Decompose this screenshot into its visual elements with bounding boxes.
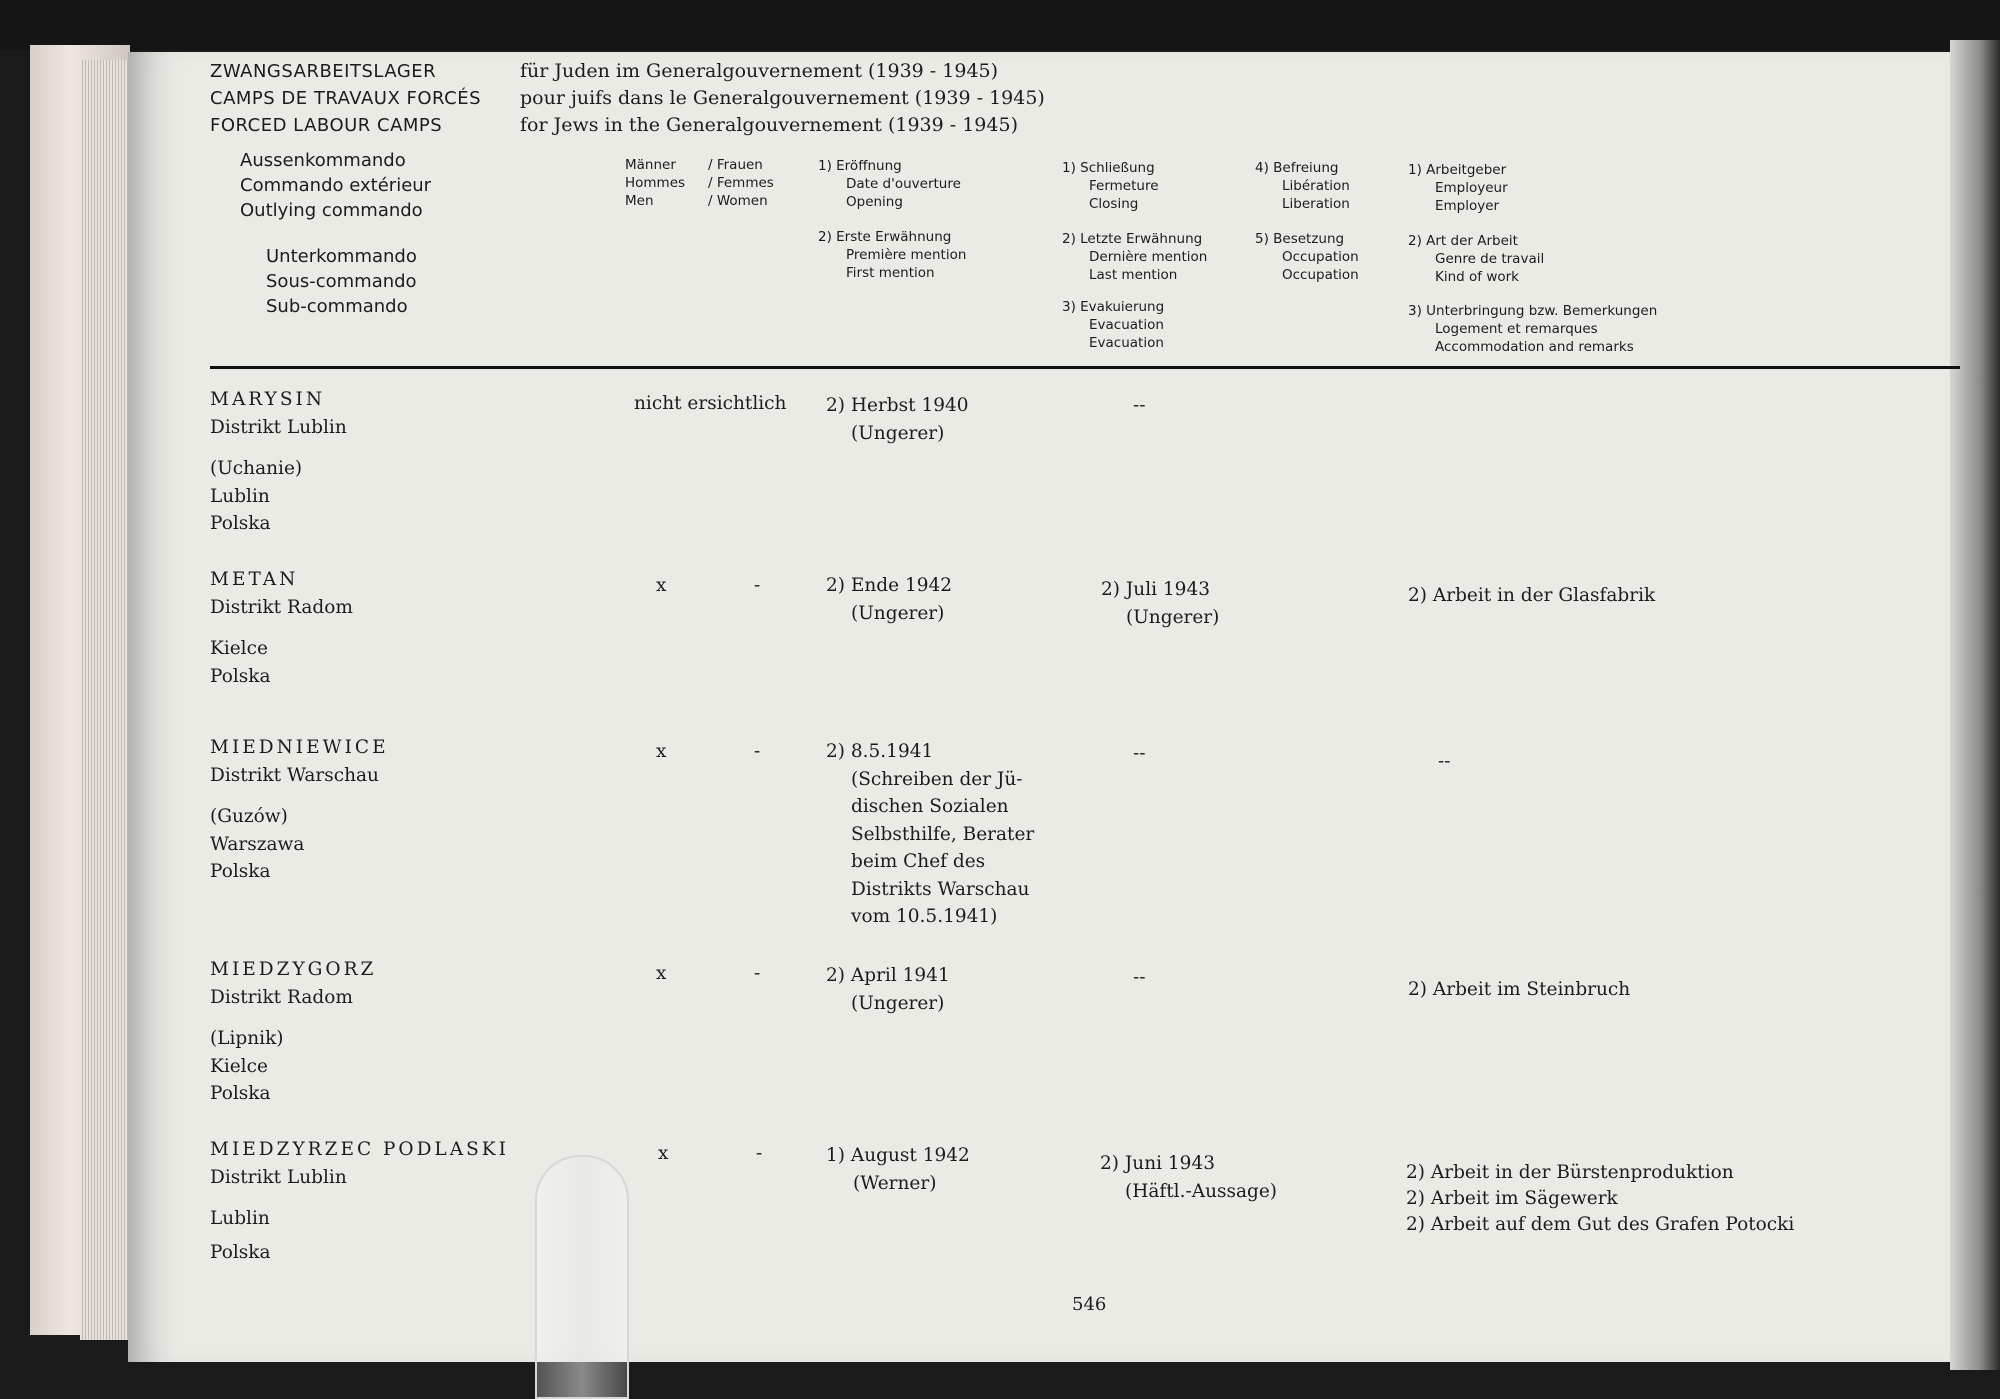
opening-line: vom 10.5.1941) (851, 906, 998, 927)
col-first-fr: Première mention (846, 247, 967, 263)
col-sex-a-de: Männer (625, 157, 676, 173)
closing-line: (Ungerer) (1126, 606, 1220, 628)
camp-location: Polska (210, 1083, 271, 1104)
opening-cell (826, 962, 950, 1017)
col-commando (240, 148, 431, 223)
remarks-line: 2) Arbeit im Sägewerk (1406, 1188, 1618, 1209)
entry-name-block (210, 956, 376, 1108)
remarks-cell: 2) Arbeit im Steinbruch (1408, 979, 1631, 1000)
opening-line: 1) August 1942 (826, 1145, 970, 1166)
page-gutter-shadow (1950, 40, 2000, 1370)
remarks-cell: -- (1438, 751, 1451, 772)
col-evac-de: 3) Evakuierung (1062, 299, 1165, 315)
subtitle-fr: pour juifs dans le Generalgouvernement (1939 - 1945) (520, 87, 1045, 109)
opening-line: dischen Sozialen (851, 796, 1009, 817)
camp-name: MIEDNIEWICE (210, 737, 389, 758)
camp-location: Kielce (210, 638, 268, 659)
col-last-fr: Dernière mention (1089, 249, 1208, 265)
men-mark: x (658, 1143, 669, 1164)
closing-line: 2) Juli 1943 (1101, 579, 1210, 600)
col-opening-de: 1) Eröffnung (818, 158, 902, 174)
opening-line: Distrikts Warschau (851, 878, 1030, 900)
col-closing-de: 1) Schließung (1062, 160, 1155, 176)
col-kind-of-work (1408, 232, 1544, 286)
camp-location: (Lipnik) (210, 1028, 284, 1049)
camp-location: Lublin (210, 485, 270, 507)
col-liberation (1255, 159, 1350, 213)
col-first-en: First mention (846, 265, 935, 281)
col-subcommando-fr: Sous-commando (266, 271, 417, 292)
opening-line: 2) Herbst 1940 (826, 395, 969, 416)
col-sex-a (625, 156, 685, 210)
col-subcommando (266, 244, 417, 319)
camp-district: Distrikt Lublin (210, 1166, 347, 1188)
closing-cell (1100, 1150, 1277, 1205)
opening-line: (Ungerer) (851, 992, 945, 1014)
col-opening-en: Opening (846, 194, 903, 210)
closing-cell: -- (1133, 967, 1146, 988)
col-occ-fr: Occupation (1282, 249, 1359, 265)
col-accom-en: Accommodation and remarks (1435, 339, 1634, 355)
page-number: 546 (1072, 1294, 1107, 1315)
opening-line: 2) Ende 1942 (826, 575, 953, 596)
title-block (210, 58, 481, 139)
opening-cell (826, 1142, 970, 1197)
col-last-en: Last mention (1089, 267, 1178, 283)
camp-district: Distrikt Lublin (210, 416, 347, 438)
camp-name: METAN (210, 569, 299, 590)
opening-line: beim Chef des (851, 851, 986, 872)
men-mark: x (656, 741, 667, 762)
col-sex-b-en: / Women (708, 193, 768, 209)
title-en: FORCED LABOUR CAMPS (210, 115, 443, 136)
col-employer-de: 1) Arbeitgeber (1408, 162, 1507, 178)
men-women-value: nicht ersichtlich (634, 393, 787, 414)
camp-location: Polska (210, 665, 271, 687)
subtitle-en: for Jews in the Generalgouvernement (1939 - 1945) (520, 114, 1018, 136)
camp-location: Kielce (210, 1055, 268, 1077)
col-accom-fr: Logement et remarques (1435, 321, 1598, 337)
col-occ-de: 5) Besetzung (1255, 231, 1345, 247)
women-mark: - (756, 1143, 763, 1164)
closing-line: 2) Juni 1943 (1100, 1153, 1215, 1174)
camp-district: Distrikt Radom (210, 986, 353, 1008)
col-sex-b (708, 156, 774, 210)
col-work-de: 2) Art der Arbeit (1408, 233, 1518, 249)
col-last-de: 2) Letzte Erwähnung (1062, 231, 1203, 247)
men-mark: x (656, 963, 667, 984)
col-subcommando-de: Unterkommando (266, 246, 417, 267)
col-lib-en: Liberation (1282, 196, 1350, 212)
remarks-cell: 2) Arbeit in der Glasfabrik (1408, 585, 1656, 606)
closing-cell (1101, 576, 1219, 631)
col-accommodation (1408, 302, 1657, 356)
col-lib-fr: Libération (1282, 178, 1350, 194)
opening-line: (Ungerer) (851, 422, 945, 444)
col-occupation (1255, 230, 1359, 284)
col-employer-fr: Employeur (1435, 180, 1508, 196)
col-evacuation (1062, 298, 1164, 352)
opening-cell (826, 738, 1034, 931)
camp-name: MARYSIN (210, 389, 326, 410)
remarks-line: 2) Arbeit auf dem Gut des Grafen Potocki (1406, 1214, 1795, 1235)
entry-name-block (210, 566, 353, 690)
col-work-en: Kind of work (1435, 269, 1519, 285)
col-subcommando-en: Sub-commando (266, 296, 408, 317)
col-opening (818, 157, 961, 211)
col-accom-de: 3) Unterbringung bzw. Bemerkungen (1408, 303, 1658, 319)
camp-location: Polska (210, 861, 271, 882)
finger-holding-page (535, 1155, 629, 1399)
camp-location: Polska (210, 1241, 271, 1263)
opening-line: 2) 8.5.1941 (826, 741, 934, 762)
women-mark: - (754, 741, 761, 762)
col-evac-en: Evacuation (1089, 335, 1164, 351)
camp-location: Polska (210, 513, 271, 534)
women-mark: - (754, 963, 761, 984)
col-sex-b-de: / Frauen (708, 157, 763, 173)
camp-location: Warszawa (210, 833, 305, 855)
camp-location: Lublin (210, 1208, 270, 1229)
closing-cell: -- (1133, 395, 1146, 416)
women-mark: - (754, 575, 761, 596)
subtitle-de: für Juden im Generalgouvernement (1939 - 1945) (520, 60, 999, 82)
closing-line: (Häftl.-Aussage) (1125, 1180, 1278, 1202)
camp-district: Distrikt Radom (210, 596, 353, 618)
opening-line: 2) April 1941 (826, 965, 950, 986)
col-employer-en: Employer (1435, 198, 1500, 214)
opening-line: (Schreiben der Jü- (851, 768, 1023, 790)
entry-name-block (210, 1136, 509, 1266)
col-occ-en: Occupation (1282, 267, 1359, 283)
col-opening-fr: Date d'ouverture (846, 176, 961, 192)
col-last-mention (1062, 230, 1207, 284)
camp-name: MIEDZYGORZ (210, 959, 377, 980)
opening-line: (Werner) (853, 1172, 937, 1194)
background-dark (0, 0, 2000, 50)
header-rule (210, 366, 1960, 369)
col-evac-fr: Evacuation (1089, 317, 1164, 333)
entry-name-block (210, 734, 389, 886)
camp-district: Distrikt Warschau (210, 764, 379, 786)
col-work-fr: Genre de travail (1435, 251, 1545, 267)
col-first-de: 2) Erste Erwähnung (818, 229, 952, 245)
remarks-line: 2) Arbeit in der Bürstenproduktion (1406, 1162, 1734, 1183)
camp-name: MIEDZYRZEC PODLASKI (210, 1139, 509, 1160)
col-closing-fr: Fermeture (1089, 178, 1159, 194)
title-de: ZWANGSARBEITSLAGER (210, 61, 437, 82)
title-fr: CAMPS DE TRAVAUX FORCÉS (210, 88, 482, 109)
opening-line: Selbsthilfe, Berater (851, 823, 1035, 845)
camp-location: (Uchanie) (210, 458, 303, 479)
col-closing (1062, 159, 1159, 213)
col-commando-fr: Commando extérieur (240, 175, 432, 196)
men-mark: x (656, 575, 667, 596)
closing-cell: -- (1133, 743, 1146, 764)
col-employer (1408, 161, 1508, 215)
col-commando-de: Aussenkommando (240, 150, 406, 171)
opening-cell (826, 572, 952, 627)
camp-location: (Guzów) (210, 806, 288, 827)
entry-name-block (210, 386, 347, 538)
remarks-cell (1406, 1160, 1794, 1238)
col-first-mention (818, 228, 966, 282)
col-sex-a-en: Men (625, 193, 654, 209)
col-sex-b-fr: / Femmes (708, 175, 774, 191)
col-lib-de: 4) Befreiung (1255, 160, 1339, 176)
subtitle-block (520, 58, 1045, 139)
opening-line: (Ungerer) (851, 602, 945, 624)
col-closing-en: Closing (1089, 196, 1139, 212)
opening-cell (826, 392, 969, 447)
col-commando-en: Outlying commando (240, 200, 423, 221)
col-sex-a-fr: Hommes (625, 175, 686, 191)
